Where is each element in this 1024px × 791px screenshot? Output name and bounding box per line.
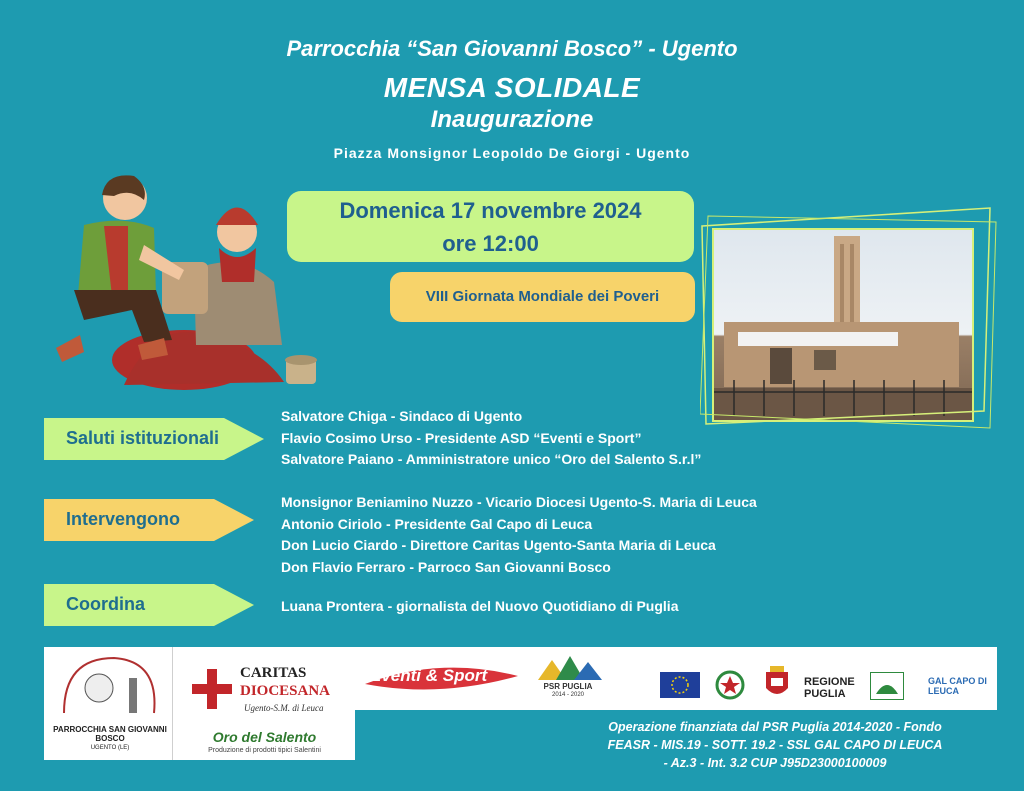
oro-sub: Produzione di prodotti tipici Salentini <box>208 747 321 754</box>
volunteer-illustration <box>44 170 324 392</box>
eventi-sport-logo <box>360 654 520 702</box>
event-time: ore 12:00 <box>442 231 539 256</box>
funding-line: Operazione finanziata dal PSR Puglia 2014-2020 - Fondo <box>608 720 942 734</box>
caritas-line2: DIOCESANA <box>240 683 331 699</box>
date-banner <box>287 191 694 262</box>
caritas-cross-icon <box>190 667 234 711</box>
event-title: MENSA SOLIDALE <box>383 72 641 103</box>
eventi-label: Eventi & Sport <box>370 666 488 685</box>
event-place: Piazza Monsignor Leopoldo De Giorgi - Ugento <box>333 145 691 161</box>
leader-logo-icon <box>870 672 904 700</box>
parish-name: Parrocchia “San Giovanni Bosco” - Ugento <box>286 36 738 61</box>
parrocchia-name: PARROCCHIA SAN GIOVANNI BOSCO <box>53 725 167 743</box>
regione-puglia-label <box>804 676 855 700</box>
oro-logo: Oro del Salento <box>212 729 317 745</box>
saluti-list <box>281 406 701 471</box>
speaker-line: Antonio Ciriolo - Presidente Gal Capo di Leuca <box>281 515 593 532</box>
eu-flag-icon <box>660 672 700 698</box>
section-intervengono <box>44 497 254 541</box>
section-label: Saluti istituzionali <box>66 428 220 448</box>
regione-line2: PUGLIA <box>804 688 846 700</box>
regione-line1: REGIONE <box>804 676 855 688</box>
psr-label: PSR PUGLIA <box>543 682 593 691</box>
parrocchia-logo <box>54 653 164 723</box>
caritas-line1: CARITAS <box>240 665 307 681</box>
psr-years: 2014 - 2020 <box>551 692 585 698</box>
speaker-line: Don Flavio Ferraro - Parroco San Giovanni Bosco <box>281 558 611 575</box>
speaker-line: Salvatore Chiga - Sindaco di Ugento <box>281 408 523 424</box>
section-coordina <box>44 582 254 626</box>
section-label: Intervengono <box>66 509 181 529</box>
section-label: Coordina <box>66 594 145 614</box>
speaker-line: Don Lucio Ciardo - Direttore Caritas Ugento-Santa Maria di Leuca <box>281 537 716 553</box>
italy-emblem-icon <box>714 670 746 700</box>
event-subtitle: Inaugurazione <box>430 106 594 133</box>
funding-note <box>560 718 990 772</box>
gal-capo-di-leuca-logo: GAL CAPO DI LEUCA <box>928 676 987 696</box>
psr-puglia-logo <box>530 652 606 704</box>
puglia-crest-icon <box>762 664 792 702</box>
speaker-line: Monsignor Beniamino Nuzzo - Vicario Diocesi Ugento-S. Maria di Leuca <box>281 494 757 510</box>
funding-line: FEASR - MIS.19 - SOTT. 19.2 - SSL GAL CAPO DI LEUCA <box>607 738 943 752</box>
event-date: Domenica 17 novembre 2024 <box>339 198 642 223</box>
day-banner: VIII Giornata Mondiale dei Poveri <box>390 272 695 322</box>
intervengono-list <box>281 492 757 578</box>
funding-line: - Az.3 - Int. 3.2 CUP J95D23000100009 <box>663 756 887 770</box>
sponsor-logos-left <box>44 647 355 760</box>
speaker-line: Salvatore Paiano - Amministratore unico “Oro del Salento S.r.l” <box>281 451 702 467</box>
speaker-line: Flavio Cosimo Urso - Presidente ASD “Eventi e Sport” <box>281 429 642 446</box>
speaker-line: Luana Prontera - giornalista del Nuovo Quotidiano di Puglia <box>281 598 679 614</box>
photo-scribble-frame <box>700 206 1000 436</box>
parrocchia-sub: UGENTO (LE) <box>90 745 130 751</box>
section-saluti <box>44 416 264 460</box>
caritas-line3: Ugento-S.M. di Leuca <box>244 703 324 713</box>
coordina-list <box>281 596 678 618</box>
